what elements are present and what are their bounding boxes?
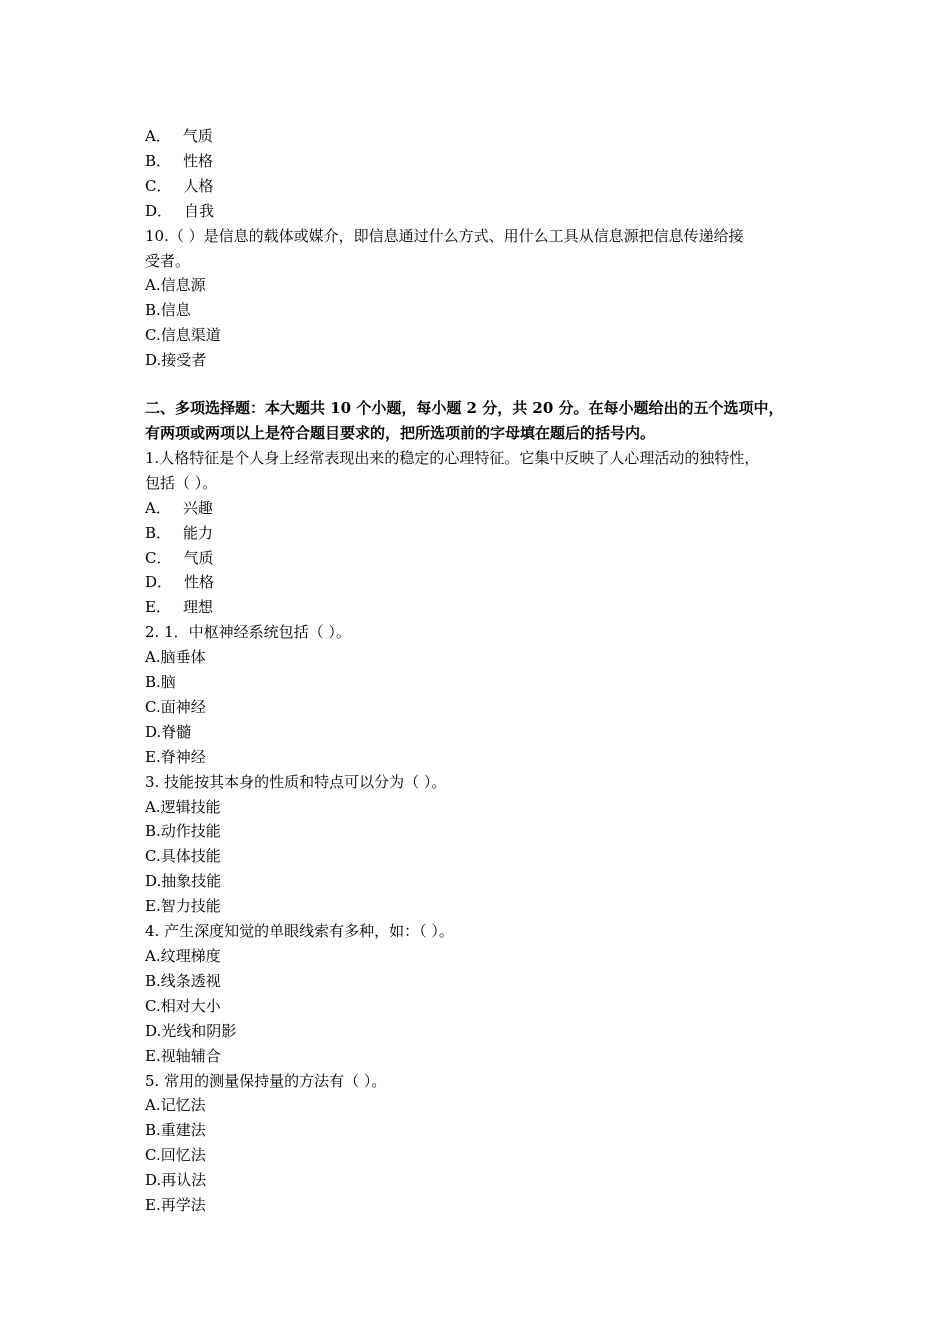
question-stem-cont: 包括（ ）。	[145, 473, 218, 492]
q1-option-b: B． 能力	[145, 523, 214, 542]
q4-option-b: B.线条透视	[145, 971, 221, 990]
question-stem: 1.人格特征是个人身上经常表现出来的稳定的心理特征。它集中反映了人心理活动的独特性，	[145, 448, 760, 467]
question-10	[145, 224, 825, 373]
q2-option-b: B.脑	[145, 673, 176, 692]
section-heading	[145, 396, 825, 446]
q5-option-d: D.再认法	[145, 1171, 207, 1190]
section-heading-line1: 二、多项选择题：本大题共 10 个小题，每小题 2 分，共 20 分。在每小题给出的五个选项中，	[145, 399, 784, 418]
q10-option-b: B.信息	[145, 301, 191, 320]
question-stem: 3. 技能按其本身的性质和特点可以分为（ ）。	[145, 772, 447, 791]
q3-option-c: C.具体技能	[145, 847, 221, 866]
q9-option-d: D． 自我	[145, 201, 215, 220]
question-5	[145, 1069, 825, 1218]
question-1	[145, 446, 825, 620]
q4-option-a: A.纹理梯度	[145, 947, 221, 965]
q2-option-e: E.脊神经	[145, 747, 206, 766]
q3-option-e: E.智力技能	[145, 897, 221, 916]
q3-option-a: A.逻辑技能	[145, 797, 221, 816]
section-heading-line2: 有两项或两项以上是符合题目要求的，把所选项前的字母填在题后的括号内。	[145, 423, 656, 442]
question-stem: 4. 产生深度知觉的单眼线索有多种，如：（ ）。	[145, 922, 454, 941]
question-2	[145, 620, 825, 769]
q5-option-c: C.回忆法	[145, 1146, 206, 1165]
q4-option-c: C.相对大小	[145, 996, 221, 1015]
q9-options	[145, 124, 825, 224]
q5-option-e: E.再学法	[145, 1196, 206, 1215]
q1-option-d: D． 性格	[145, 573, 215, 592]
q5-option-b: B.重建法	[145, 1121, 206, 1140]
q9-option-b: B． 性格	[145, 151, 214, 170]
q3-option-b: B.动作技能	[145, 822, 221, 841]
q10-option-d: D.接受者	[145, 351, 207, 370]
section-gap	[145, 373, 825, 396]
question-3	[145, 770, 825, 919]
question-stem-cont: 受者。	[145, 251, 191, 270]
q1-option-e: E． 理想	[145, 598, 213, 617]
q3-option-d: D.抽象技能	[145, 872, 222, 891]
question-stem: 2. 1．中枢神经系统包括（ ）。	[145, 623, 351, 642]
q2-option-c: C.面神经	[145, 697, 206, 716]
question-stem: 10.（ ）是信息的载体或媒介，即信息通过什么方式、用什么工具从信息源把信息传递给接	[145, 226, 744, 245]
q1-option-c: C． 气质	[145, 548, 214, 567]
q2-option-a: A.脑垂体	[145, 648, 206, 667]
q2-option-d: D.脊髓	[145, 722, 192, 741]
q9-option-c: C． 人格	[145, 176, 214, 195]
q1-option-a: A． 兴趣	[145, 498, 213, 517]
question-4	[145, 919, 825, 1068]
q10-option-a: A.信息源	[145, 276, 206, 295]
document-page	[145, 124, 825, 1218]
q4-option-d: D.光线和阴影	[145, 1021, 237, 1040]
q4-option-e: E.视轴辅合	[145, 1046, 221, 1065]
q5-option-a: A.记忆法	[145, 1096, 206, 1115]
q9-option-a: A． 气质	[145, 127, 213, 145]
question-stem: 5. 常用的测量保持量的方法有（ ）。	[145, 1071, 387, 1090]
q10-option-c: C.信息渠道	[145, 326, 221, 345]
